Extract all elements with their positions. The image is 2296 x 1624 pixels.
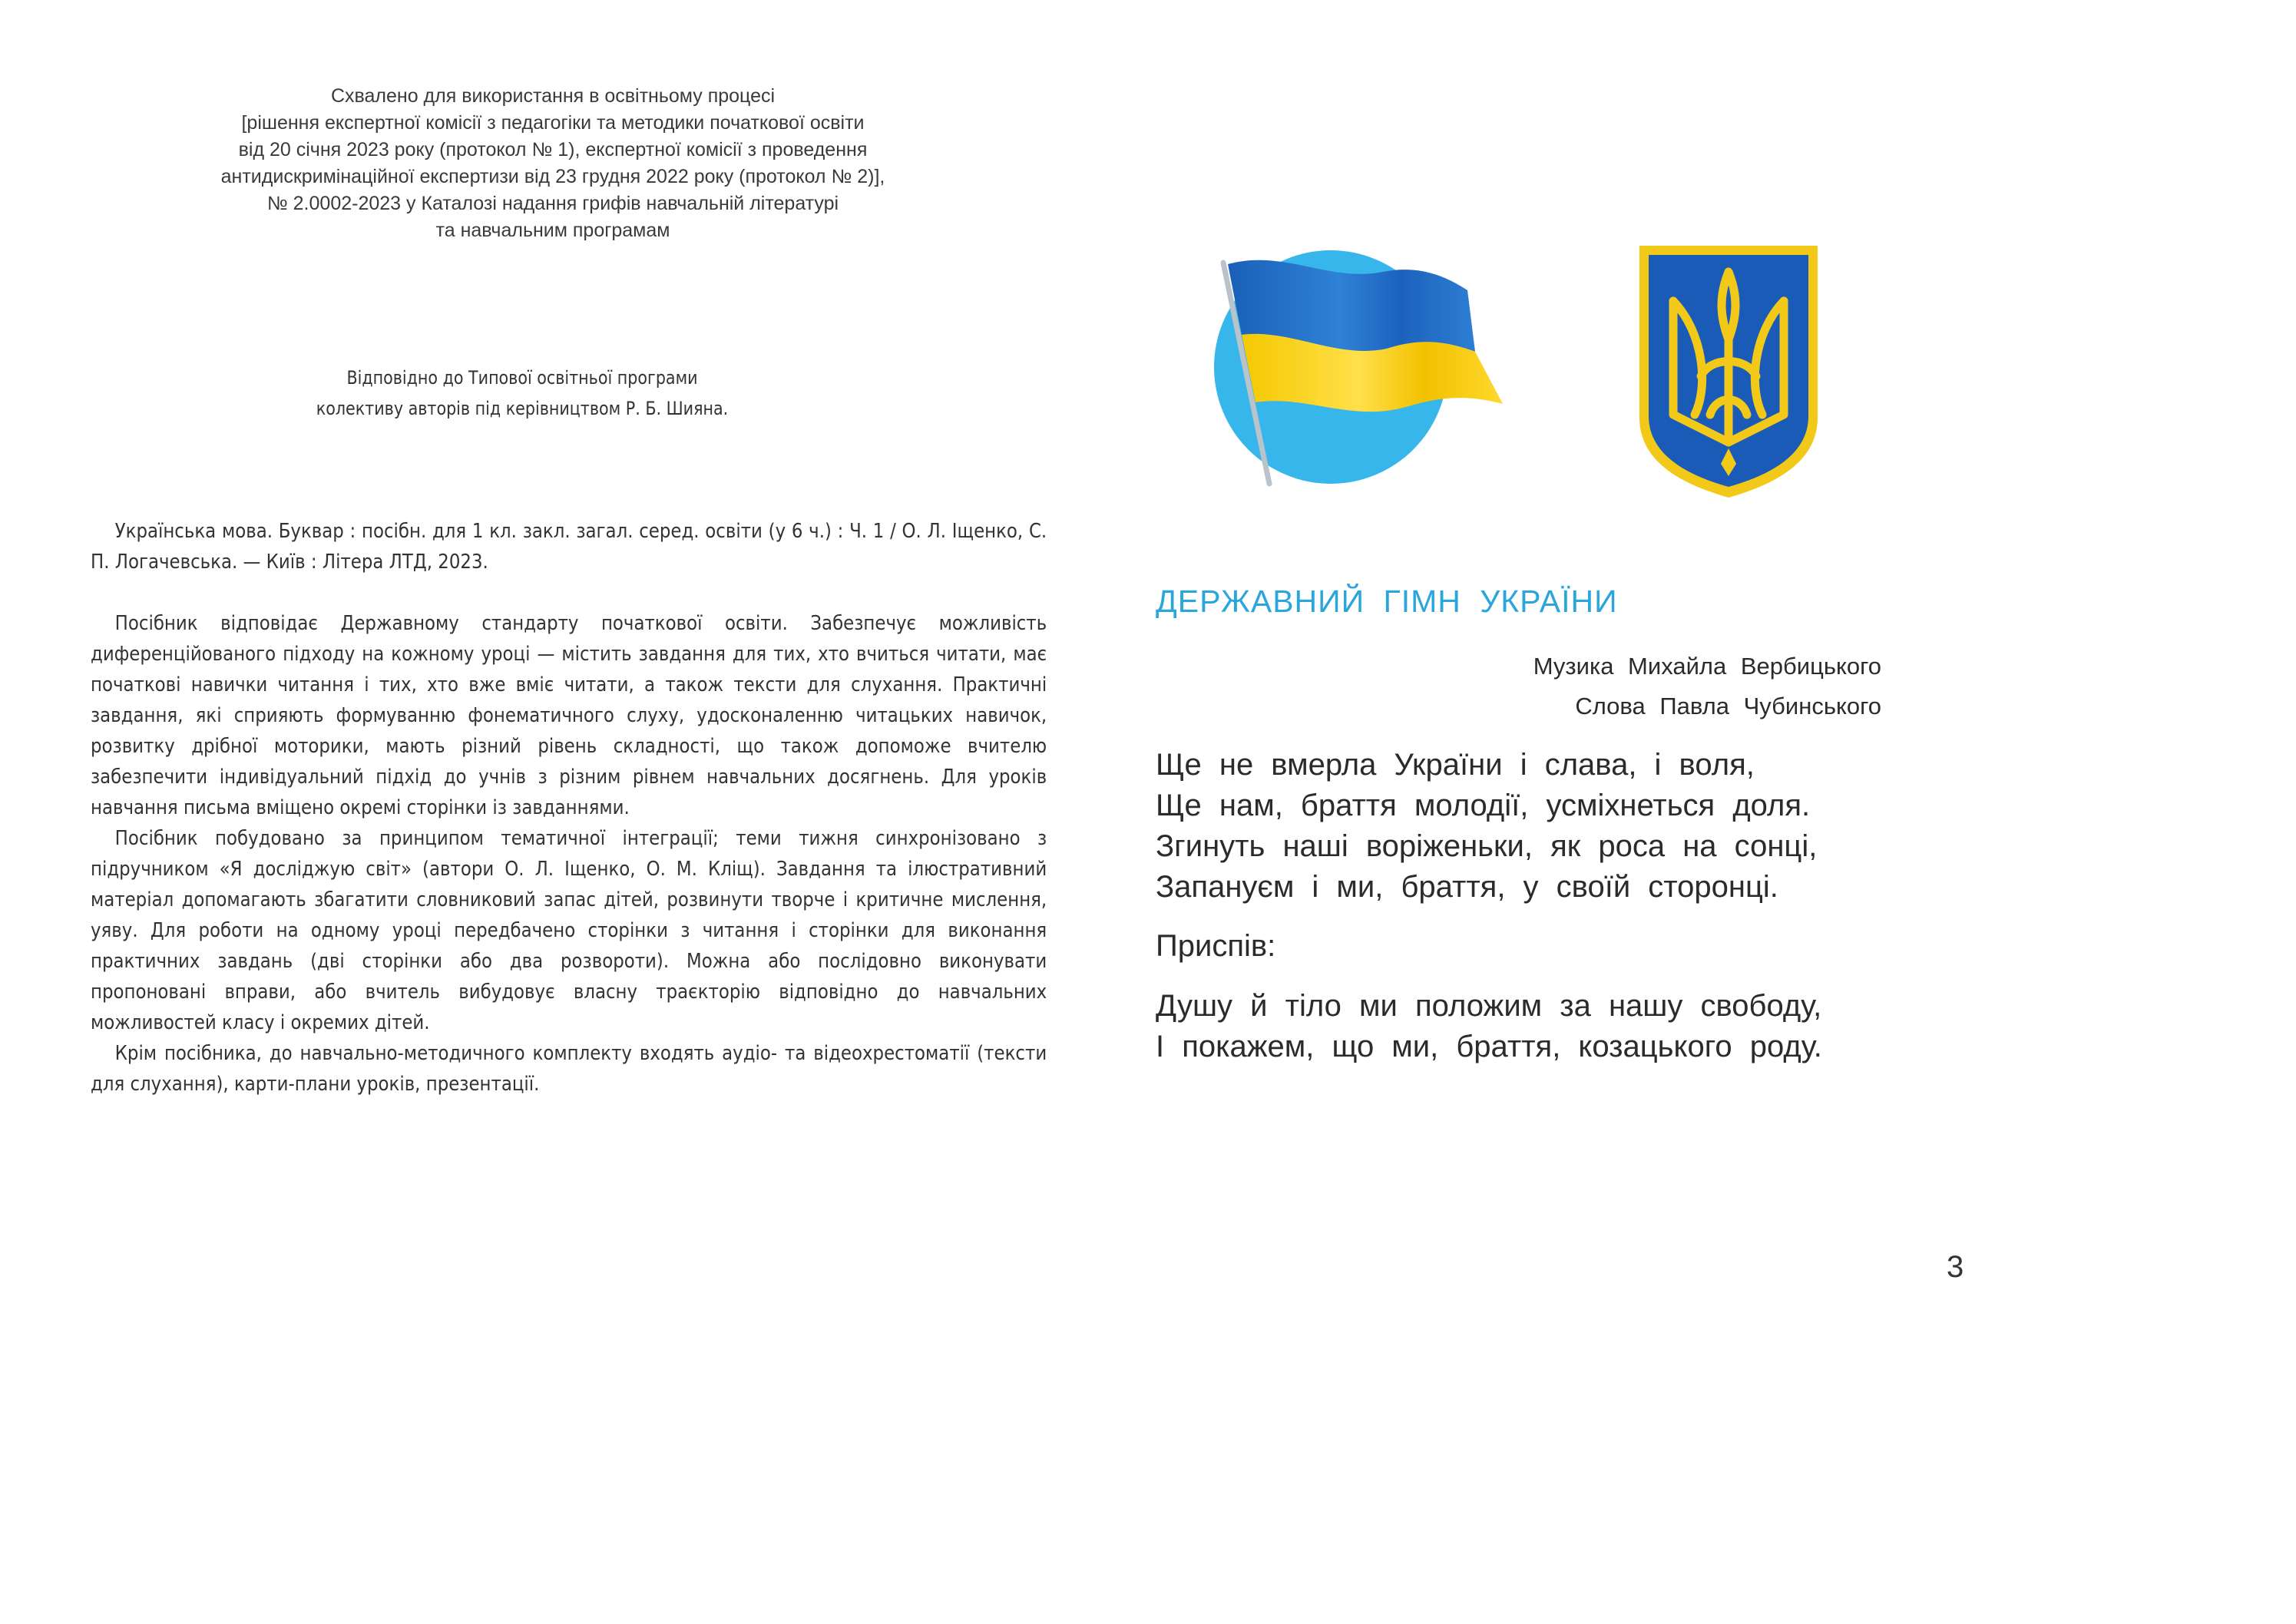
approval-line: антидискримінаційної експертизи від 23 грудня 2022 року (протокол № 2)],: [220, 166, 885, 187]
music-credit: Музика Михайла Вербицького: [1533, 653, 1881, 680]
verse-line: Згинуть наші воріженьки, як роса на сонці,: [1156, 829, 1818, 863]
paragraph: Посібник побудовано за принципом тематичної інтеграції; теми тижня синхронізовано з підручником «Я досліджую світ» (автори О. Л. Іщенко, О. М. Кліщ). Завдання та ілюстративний матеріал допомагають збагатити словниковий запас дітей, розвинути творче і критичне мислення, уяву. Для роботи на одному уроці передбачено сторінки з читання і сторінки для виконання практичних завдань (дві сторінки або два розвороти). Можна або послідовно виконувати пропоновані вправи, або вчитель вибудовує власну траєкторію відповідно до навчальних можливостей класу і окремих дітей.: [91, 827, 1047, 1034]
chorus-line: Душу й тіло ми положим за нашу свободу,: [1156, 989, 1822, 1023]
program-line: Відповідно до Типової освітньої програми: [346, 367, 698, 389]
approval-line: [рішення експертної комісії з педагогіки та методики початкової освіти: [241, 112, 865, 134]
program-note: [192, 362, 852, 424]
anthem-verse: [1156, 745, 1817, 908]
program-line: колективу авторів під керівництвом Р. Б. Шияна.: [316, 398, 729, 419]
verse-line: Запануєм і ми, браття, у своїй сторонці.: [1156, 870, 1778, 904]
anthem-title: ДЕРЖАВНИЙ ГІМН УКРАЇНИ: [1156, 584, 1618, 619]
approval-line: від 20 січня 2023 року (протокол № 1), експертної комісії з проведення: [238, 139, 868, 160]
approval-line: Схвалено для використання в освітньому процесі: [330, 85, 776, 107]
anthem-credits: [1378, 647, 1881, 726]
chorus-label: Приспів:: [1156, 929, 1276, 963]
page-number: 3: [1947, 1250, 1964, 1284]
ukraine-flag-icon: [1214, 244, 1506, 490]
verse-line: Ще не вмерла України і слава, і воля,: [1156, 748, 1755, 782]
lyrics-credit: Слова Павла Чубинського: [1575, 693, 1881, 719]
approval-statement: [138, 83, 968, 244]
annotation-text: [91, 516, 1047, 1100]
chorus-line: І покажем, що ми, браття, козацького роду.: [1156, 1030, 1822, 1063]
right-page: [1148, 0, 2296, 1624]
anthem-chorus: [1156, 986, 1822, 1067]
paragraph: Посібник відповідає Державному стандарту початкової освіти. Забезпечує можливість диференційованого підходу на кожному уроці — містить завдання для тих, хто вчиться читати, має початкові навички читання і тих, хто вже вміє читати, а також тексти для слухання. Практичні завдання, які сприяють формуванню фонематичного слуху, удосконаленню читацьких навичок, розвитку дрібної моторики, мають різний рівень складності, що також допоможе вчителю забезпечити індивідуальний підхід до учнів з різним рівнем навчальних досягнень. Для уроків навчання письма вміщено окремі сторінки із завданнями.: [91, 612, 1047, 819]
tryzub-coat-of-arms-icon: [1633, 241, 1824, 502]
citation: Українська мова. Буквар : посібн. для 1 кл. закл. загал. серед. освіти (у 6 ч.) : Ч. 1 / О. Л. Іщенко, С. П. Логачевська. — Київ : Літера ЛТД, 2023.: [91, 520, 1047, 574]
verse-line: Ще нам, браття молодії, усміхнеться доля.: [1156, 789, 1811, 822]
approval-line: та навчальним програмам: [435, 220, 670, 241]
paragraph: Крім посібника, до навчально-методичного комплекту входять аудіо- та відеохрестоматії (тексти для слухання), карти-плани уроків, презентації.: [91, 1042, 1047, 1096]
approval-line: № 2.0002-2023 у Каталозі надання грифів навчальній літературі: [266, 193, 839, 214]
